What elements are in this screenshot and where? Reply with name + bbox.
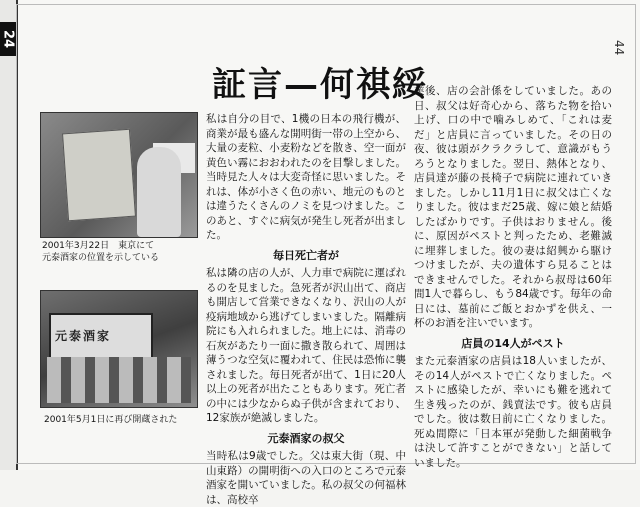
page-number-right: 44: [612, 40, 626, 56]
photo1-caption: [42, 240, 202, 264]
storefront-sign-text: 元泰酒家: [55, 329, 112, 343]
map-poster: [62, 129, 136, 222]
subheading-3: 店員の14人がペスト: [461, 336, 565, 350]
subheading-2: 元泰酒家の叔父: [267, 431, 345, 445]
paragraph-4: また元泰酒家の店員は18人いましたが、その14人がペストで亡くなりました。ペストに感染したが、幸いにも難を逃れて生き残ったのが、銭賣法です。彼も店員でした。彼は数日前に亡くなりました。死ぬ間際に「日本軍が発動した細菌戦争は決して許すことができない」と話していました。: [414, 355, 612, 469]
article-column-middle: [206, 112, 406, 506]
paragraph-3: 当時私は9歳でした。父は東大街（現、中山東路）の開明街への入口のところで元泰酒家を開いていました。私の叔父の何福林は、高校卒: [206, 450, 406, 506]
page-number-left: 24: [0, 22, 16, 56]
photo1-caption-line2: 元泰酒家の位置を示している: [42, 253, 160, 263]
article-column-right: [414, 84, 612, 470]
group-of-people: [47, 357, 191, 403]
paragraph-3-continued: 業後、店の会計係をしていました。あの日、叔父は好奇心から、落ちた物を拾い上げ、口の中で噛みしめて、「これは麦だ」と店員に言っていました。その日の夜、彼は頭がクラクラして、意識がもうろうとなりました。翌日、熱体となり、店員達が藤の長椅子で病院に連れていきました。しかし11月1日に叔父は亡くなりました。彼はまだ25歳、嫁に娘と結婚したばかりです。子供はおりません。後に、原因がペストと判ったため、老難滅に埋葬しました。彼の妻は紹興から駆けつけましたが、夫の遺体すら見ることはできませんでした。それから叔母は60年間1人で暮らし、もう84歳です。毎年の命日には、墓前にご飯とおかずを供え、一杯のお酒を注いでいます。: [414, 85, 612, 329]
article-title: 証言—何祺綏: [212, 64, 428, 105]
man-figure: [137, 147, 181, 237]
paragraph-2: 私は隣の店の人が、人力車で病院に運ばれるのを見ました。急死者が沢山出て、商店も開店して営業できなくなり、沢山の人が疫病地域から逃げてしまいました。隔離病院にも入れられました。地上には、消毒の石灰があたり一面に撒き散られて、周囲は薄うつな空気に覆われて、住民は恐怖に襲されました。毎日死者が出て、1日に20人以上の死者が出たこともあります。死亡者の中には少なからぬ子供が含まれており、12家族が絶滅しました。: [206, 267, 406, 424]
photo-storefront-group: [40, 290, 198, 408]
photo2-caption: 2001年5月1日に再び開蔵された: [44, 415, 178, 425]
subheading-1: 毎日死亡者が: [273, 248, 339, 262]
photo-man-with-map: [40, 112, 198, 238]
photo1-caption-line1: 2001年3月22日 東京にて: [42, 241, 155, 251]
paragraph-1: 私は自分の目で、1機の日本の飛行機が、商業が最も盛んな開明街一帯の上空から、大量の麦粒、小麦粉などを散き、空一面が黄色い霧におおわれたのを目撃しました。当時見た人々は大変奇怪に思いました。それは、体が小さく色の赤い、地元のものとは違うたくさんのノミを見つけました。このあと、すぐに病気が発生し死者が出ました。: [206, 113, 406, 241]
